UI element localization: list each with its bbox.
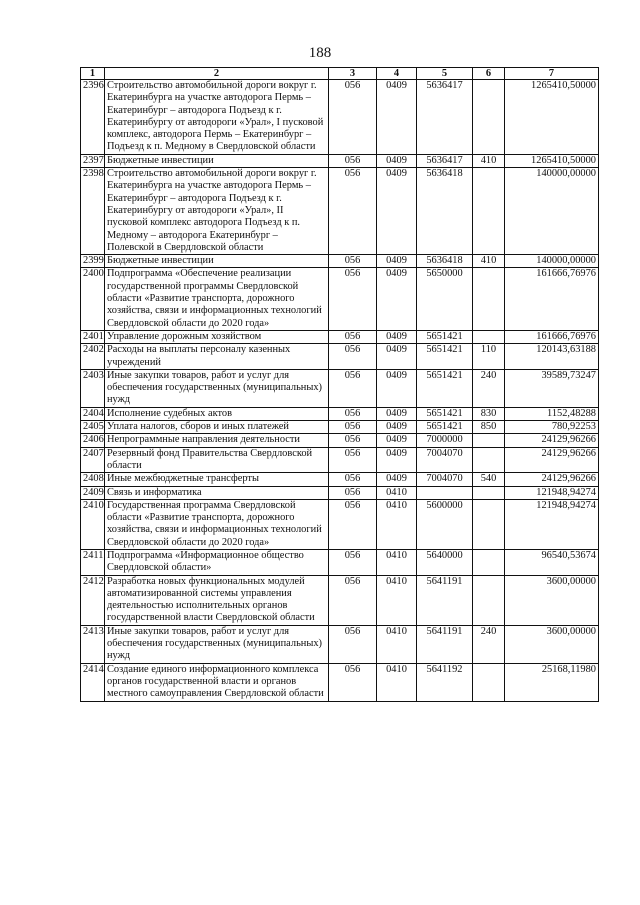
row-target-code: 5641191 bbox=[417, 625, 473, 663]
row-section-code: 0409 bbox=[377, 80, 417, 155]
table-row bbox=[81, 154, 599, 167]
row-section-code: 0409 bbox=[377, 255, 417, 268]
row-target-code: 7000000 bbox=[417, 434, 473, 447]
row-section-code: 0409 bbox=[377, 447, 417, 473]
header-col-2: 2 bbox=[105, 68, 329, 80]
row-section-code: 0409 bbox=[377, 473, 417, 486]
table-row bbox=[81, 168, 599, 255]
table-row bbox=[81, 421, 599, 434]
row-amount: 780,92253 bbox=[505, 421, 599, 434]
row-amount: 121948,94274 bbox=[505, 486, 599, 499]
row-amount: 161666,76976 bbox=[505, 330, 599, 343]
row-type-code bbox=[473, 486, 505, 499]
row-admin-code: 056 bbox=[329, 369, 377, 407]
row-type-code bbox=[473, 549, 505, 575]
header-col-1: 1 bbox=[81, 68, 105, 80]
row-target-code: 5641192 bbox=[417, 663, 473, 701]
row-name: Иные межбюджетные трансферты bbox=[105, 473, 329, 486]
table-row bbox=[81, 407, 599, 420]
row-section-code: 0410 bbox=[377, 663, 417, 701]
row-name: Управление дорожным хозяйством bbox=[105, 330, 329, 343]
row-section-code: 0409 bbox=[377, 407, 417, 420]
row-name: Государственная программа Свердловской области «Развитие транспорта, дорожного хозяйства, связи и информационных технологий Свердловской области до 2020 года» bbox=[105, 499, 329, 549]
row-name: Уплата налогов, сборов и иных платежей bbox=[105, 421, 329, 434]
row-name: Разработка новых функциональных модулей автоматизированной системы управления деятельностью исполнительных органов государственной власти Свердловской области bbox=[105, 575, 329, 625]
row-target-code: 5640000 bbox=[417, 549, 473, 575]
table-row bbox=[81, 344, 599, 370]
row-number: 2413 bbox=[81, 625, 105, 663]
row-amount: 24129,96266 bbox=[505, 447, 599, 473]
row-name: Иные закупки товаров, работ и услуг для обеспечения государственных (муниципальных) нужд bbox=[105, 625, 329, 663]
table-row bbox=[81, 330, 599, 343]
row-number: 2405 bbox=[81, 421, 105, 434]
budget-table bbox=[80, 67, 599, 702]
header-col-5: 5 bbox=[417, 68, 473, 80]
row-number: 2401 bbox=[81, 330, 105, 343]
row-target-code: 7004070 bbox=[417, 473, 473, 486]
row-admin-code: 056 bbox=[329, 549, 377, 575]
row-target-code: 5636418 bbox=[417, 255, 473, 268]
row-amount: 120143,63188 bbox=[505, 344, 599, 370]
header-col-4: 4 bbox=[377, 68, 417, 80]
table-row bbox=[81, 447, 599, 473]
row-admin-code: 056 bbox=[329, 575, 377, 625]
table-row bbox=[81, 255, 599, 268]
row-name: Подпрограмма «Обеспечение реализации государственной программы Свердловской области «Развитие транспорта, дорожного хозяйства, связи и информационных технологий Свердловской области до 2020 года» bbox=[105, 268, 329, 330]
row-type-code: 850 bbox=[473, 421, 505, 434]
row-target-code: 5636417 bbox=[417, 154, 473, 167]
table-row bbox=[81, 486, 599, 499]
row-name: Иные закупки товаров, работ и услуг для обеспечения государственных (муниципальных) нужд bbox=[105, 369, 329, 407]
row-amount: 96540,53674 bbox=[505, 549, 599, 575]
row-type-code bbox=[473, 575, 505, 625]
row-number: 2396 bbox=[81, 80, 105, 155]
row-section-code: 0409 bbox=[377, 168, 417, 255]
row-admin-code: 056 bbox=[329, 499, 377, 549]
page-number: 188 bbox=[308, 45, 332, 61]
row-type-code: 830 bbox=[473, 407, 505, 420]
row-admin-code: 056 bbox=[329, 255, 377, 268]
row-section-code: 0409 bbox=[377, 421, 417, 434]
table-row bbox=[81, 369, 599, 407]
row-type-code bbox=[473, 434, 505, 447]
row-target-code: 5651421 bbox=[417, 421, 473, 434]
row-section-code: 0410 bbox=[377, 575, 417, 625]
row-type-code: 410 bbox=[473, 255, 505, 268]
table-row bbox=[81, 268, 599, 330]
row-admin-code: 056 bbox=[329, 486, 377, 499]
row-amount: 39589,73247 bbox=[505, 369, 599, 407]
table-row bbox=[81, 549, 599, 575]
row-number: 2402 bbox=[81, 344, 105, 370]
row-number: 2406 bbox=[81, 434, 105, 447]
row-section-code: 0409 bbox=[377, 434, 417, 447]
row-name: Расходы на выплаты персоналу казенных учреждений bbox=[105, 344, 329, 370]
row-admin-code: 056 bbox=[329, 154, 377, 167]
row-name: Непрограммные направления деятельности bbox=[105, 434, 329, 447]
row-section-code: 0409 bbox=[377, 344, 417, 370]
row-type-code bbox=[473, 80, 505, 155]
row-target-code: 5636417 bbox=[417, 80, 473, 155]
row-type-code: 410 bbox=[473, 154, 505, 167]
row-admin-code: 056 bbox=[329, 663, 377, 701]
header-col-3: 3 bbox=[329, 68, 377, 80]
row-admin-code: 056 bbox=[329, 268, 377, 330]
row-section-code: 0410 bbox=[377, 486, 417, 499]
row-admin-code: 056 bbox=[329, 473, 377, 486]
row-type-code bbox=[473, 330, 505, 343]
row-admin-code: 056 bbox=[329, 344, 377, 370]
row-section-code: 0409 bbox=[377, 330, 417, 343]
row-number: 2403 bbox=[81, 369, 105, 407]
row-number: 2404 bbox=[81, 407, 105, 420]
row-number: 2397 bbox=[81, 154, 105, 167]
row-type-code bbox=[473, 168, 505, 255]
row-section-code: 0410 bbox=[377, 499, 417, 549]
row-target-code: 7004070 bbox=[417, 447, 473, 473]
row-number: 2409 bbox=[81, 486, 105, 499]
row-type-code: 540 bbox=[473, 473, 505, 486]
row-number: 2398 bbox=[81, 168, 105, 255]
row-name: Строительство автомобильной дороги вокруг г. Екатеринбурга на участке автодорога Пермь – Екатеринбург – автодорога Подъезд к г. Екатеринбургу от автодороги «Урал», II пусковой комплекс автодорога Подъезд к п. Медному – автодорога Екатеринбург – Полевской в Свердловской области bbox=[105, 168, 329, 255]
row-admin-code: 056 bbox=[329, 168, 377, 255]
row-amount: 24129,96266 bbox=[505, 473, 599, 486]
row-section-code: 0409 bbox=[377, 154, 417, 167]
row-admin-code: 056 bbox=[329, 625, 377, 663]
header-row bbox=[81, 68, 599, 80]
row-number: 2412 bbox=[81, 575, 105, 625]
row-amount: 1152,48288 bbox=[505, 407, 599, 420]
row-target-code: 5650000 bbox=[417, 268, 473, 330]
row-target-code: 5651421 bbox=[417, 330, 473, 343]
row-name: Подпрограмма «Информационное общество Свердловской области» bbox=[105, 549, 329, 575]
row-number: 2399 bbox=[81, 255, 105, 268]
row-type-code: 110 bbox=[473, 344, 505, 370]
row-amount: 24129,96266 bbox=[505, 434, 599, 447]
row-number: 2410 bbox=[81, 499, 105, 549]
row-name: Строительство автомобильной дороги вокруг г. Екатеринбурга на участке автодорога Пермь – Екатеринбург – автодорога Подъезд к г. Екатеринбургу от автодороги «Урал», I пусковой комплекс, автодорога Пермь – Екатеринбург – Подъезд к п. Медному в Свердловской области bbox=[105, 80, 329, 155]
row-section-code: 0409 bbox=[377, 268, 417, 330]
row-type-code bbox=[473, 663, 505, 701]
row-amount: 121948,94274 bbox=[505, 499, 599, 549]
row-number: 2414 bbox=[81, 663, 105, 701]
row-amount: 140000,00000 bbox=[505, 255, 599, 268]
row-amount: 140000,00000 bbox=[505, 168, 599, 255]
row-amount: 3600,00000 bbox=[505, 625, 599, 663]
row-section-code: 0410 bbox=[377, 625, 417, 663]
row-target-code: 5641191 bbox=[417, 575, 473, 625]
row-name: Связь и информатика bbox=[105, 486, 329, 499]
row-number: 2408 bbox=[81, 473, 105, 486]
row-target-code: 5600000 bbox=[417, 499, 473, 549]
row-name: Исполнение судебных актов bbox=[105, 407, 329, 420]
row-type-code bbox=[473, 268, 505, 330]
row-type-code bbox=[473, 447, 505, 473]
row-name: Бюджетные инвестиции bbox=[105, 255, 329, 268]
table-row bbox=[81, 625, 599, 663]
row-admin-code: 056 bbox=[329, 421, 377, 434]
row-type-code: 240 bbox=[473, 369, 505, 407]
table-row bbox=[81, 473, 599, 486]
row-target-code: 5636418 bbox=[417, 168, 473, 255]
row-target-code: 5651421 bbox=[417, 407, 473, 420]
row-amount: 3600,00000 bbox=[505, 575, 599, 625]
table-row bbox=[81, 434, 599, 447]
row-target-code bbox=[417, 486, 473, 499]
row-amount: 1265410,50000 bbox=[505, 154, 599, 167]
row-name: Создание единого информационного комплекса органов государственной власти и органов местного самоуправления Свердловской области bbox=[105, 663, 329, 701]
row-number: 2400 bbox=[81, 268, 105, 330]
row-target-code: 5651421 bbox=[417, 369, 473, 407]
row-name: Резервный фонд Правительства Свердловской области bbox=[105, 447, 329, 473]
row-admin-code: 056 bbox=[329, 330, 377, 343]
row-amount: 1265410,50000 bbox=[505, 80, 599, 155]
row-admin-code: 056 bbox=[329, 447, 377, 473]
table-row bbox=[81, 575, 599, 625]
row-name: Бюджетные инвестиции bbox=[105, 154, 329, 167]
header-col-7: 7 bbox=[505, 68, 599, 80]
row-type-code bbox=[473, 499, 505, 549]
table-row bbox=[81, 80, 599, 155]
row-admin-code: 056 bbox=[329, 407, 377, 420]
row-amount: 25168,11980 bbox=[505, 663, 599, 701]
row-admin-code: 056 bbox=[329, 80, 377, 155]
row-admin-code: 056 bbox=[329, 434, 377, 447]
row-number: 2411 bbox=[81, 549, 105, 575]
row-target-code: 5651421 bbox=[417, 344, 473, 370]
header-col-6: 6 bbox=[473, 68, 505, 80]
row-section-code: 0410 bbox=[377, 549, 417, 575]
table-row bbox=[81, 663, 599, 701]
row-type-code: 240 bbox=[473, 625, 505, 663]
table-row bbox=[81, 499, 599, 549]
row-amount: 161666,76976 bbox=[505, 268, 599, 330]
row-number: 2407 bbox=[81, 447, 105, 473]
row-section-code: 0409 bbox=[377, 369, 417, 407]
